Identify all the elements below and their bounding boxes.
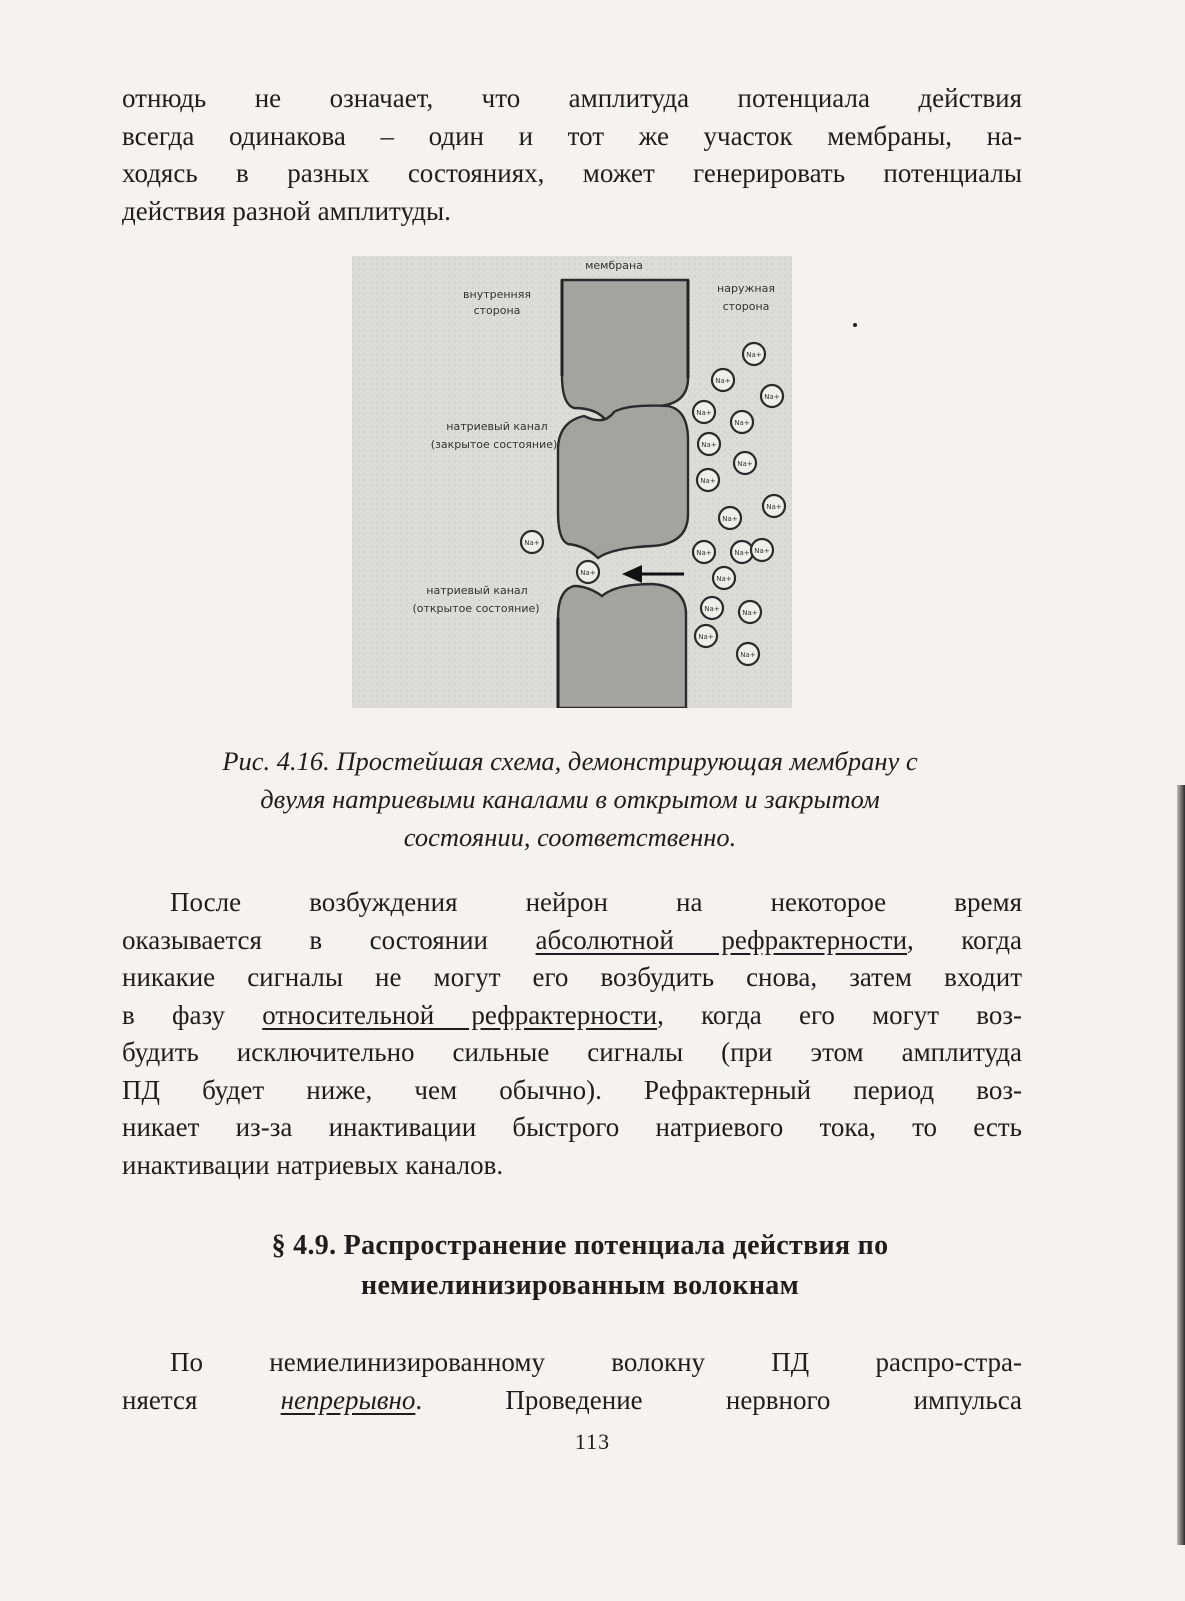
paragraph-line: никает из-за инактивации быстрого натриевого тока, то есть (122, 1112, 1022, 1142)
svg-text:Na+: Na+ (746, 351, 762, 359)
svg-text:Na+: Na+ (734, 549, 750, 557)
label-open-channel: натриевый канал (426, 584, 528, 597)
sodium-ion (719, 507, 741, 529)
sodium-ion (734, 452, 756, 474)
sodium-ion (693, 541, 715, 563)
label-outer-side: сторона (722, 300, 770, 313)
sodium-ion (521, 531, 543, 553)
svg-text:Na+: Na+ (524, 539, 540, 547)
paragraph-line: отнюдь не означает, что амплитуда потенциала действия (122, 83, 1022, 113)
term-continuous: непрерывно (280, 1384, 416, 1415)
sodium-ion (737, 643, 759, 665)
sodium-ion (731, 541, 753, 563)
text-run: , когда (907, 924, 1023, 955)
sodium-ion (712, 369, 734, 391)
sodium-ion (731, 411, 753, 433)
sodium-ion (693, 401, 715, 423)
label-closed-channel: натриевый канал (446, 420, 548, 433)
svg-text:Na+: Na+ (734, 419, 750, 427)
label-closed-channel-state: (закрытое состояние) (430, 438, 558, 451)
paragraph-line: действия разной амплитуды. (122, 195, 451, 226)
text-run: . Проведение нервного импульса (415, 1384, 1022, 1415)
label-open-channel-state: (открытое состояние) (412, 602, 540, 615)
label-inner-side: внутренняя (463, 288, 531, 301)
label-inner-side: сторона (473, 304, 521, 317)
text-run: няется (122, 1384, 281, 1415)
paragraph-line: По немиелинизированному волокну ПД распро-стра- (170, 1347, 1022, 1377)
label-outer-side: наружная (717, 282, 775, 295)
page-edge-shadow (1177, 785, 1185, 1545)
svg-text:Na+: Na+ (740, 651, 756, 659)
svg-text:Na+: Na+ (722, 515, 738, 523)
heading-line: немиелинизированным волокнам (361, 1270, 799, 1301)
membrane-lower-segment (558, 584, 686, 708)
paragraph-line: всегда одинакова – один и тот же участок мембраны, на- (122, 120, 1022, 151)
scan-speck (853, 323, 857, 327)
sodium-ion (695, 625, 717, 647)
sodium-ion (739, 601, 761, 623)
svg-text:Na+: Na+ (766, 503, 782, 511)
svg-text:Na+: Na+ (700, 477, 716, 485)
sodium-ion (713, 567, 735, 589)
svg-text:Na+: Na+ (742, 609, 758, 617)
paragraph-line: ходясь в разных состояниях, может генерировать потенциалы (122, 158, 1022, 188)
svg-text:Na+: Na+ (716, 575, 732, 583)
term-absolute-refractory: абсолютной рефрактерности (535, 924, 908, 955)
sodium-ion (763, 495, 785, 517)
figure-caption (110, 742, 1030, 856)
sodium-ion (701, 597, 723, 619)
sodium-ion (751, 539, 773, 561)
paragraph-line: будить исключительно сильные сигналы (при этом амплитуда (122, 1037, 1022, 1067)
top-paragraph (122, 80, 1022, 230)
sodium-ion (761, 385, 783, 407)
sodium-ion (698, 433, 720, 455)
paragraph-line (122, 922, 1022, 960)
text-run: , когда его могут воз- (657, 999, 1022, 1030)
svg-text:Na+: Na+ (580, 569, 596, 577)
svg-text:Na+: Na+ (715, 377, 731, 385)
paragraph-line: инактивации натриевых каналов. (122, 1149, 504, 1180)
text-run: в фазу (122, 999, 263, 1030)
svg-text:Na+: Na+ (696, 409, 712, 417)
term-relative-refractory: относительной рефрактерности (262, 999, 658, 1030)
paragraph-line: никакие сигналы не могут его возбудить снова, затем входит (122, 962, 1022, 992)
caption-line: Рис. 4.16. Простейшая схема, демонстрирующая мембрану с (222, 746, 918, 776)
svg-text:Na+: Na+ (701, 441, 717, 449)
paragraph-line: ПД будет ниже, чем обычно). Рефрактерный период воз- (122, 1074, 1022, 1105)
heading-line: § 4.9. Распространение потенциала действия по (271, 1230, 889, 1261)
membrane-diagram (352, 256, 792, 708)
svg-text:Na+: Na+ (754, 547, 770, 555)
text-run: оказывается в состоянии (122, 924, 536, 955)
caption-line: состоянии, соответственно. (403, 822, 737, 852)
page-number: 113 (574, 1429, 611, 1454)
svg-text:Na+: Na+ (696, 549, 712, 557)
refractory-paragraph (122, 884, 1022, 1184)
svg-text:Na+: Na+ (737, 460, 753, 468)
sodium-ion (743, 343, 765, 365)
paragraph-line: После возбуждения нейрон на некоторое время (170, 887, 1022, 917)
paragraph-line (122, 1382, 1022, 1420)
membrane-upper-segment (562, 280, 688, 422)
membrane-middle-segment (558, 406, 688, 558)
sodium-ion (577, 561, 599, 583)
svg-text:Na+: Na+ (764, 393, 780, 401)
unmyelinated-paragraph (122, 1344, 1022, 1419)
membrane-sodium-channel-figure (352, 256, 792, 708)
svg-text:Na+: Na+ (698, 633, 714, 641)
svg-text:Na+: Na+ (704, 605, 720, 613)
section-heading (150, 1226, 1010, 1306)
paragraph-line (122, 997, 1022, 1035)
caption-line: двумя натриевыми каналами в открытом и закрытом (260, 784, 880, 814)
label-membrane: мембрана (585, 259, 643, 272)
sodium-ion (697, 469, 719, 491)
